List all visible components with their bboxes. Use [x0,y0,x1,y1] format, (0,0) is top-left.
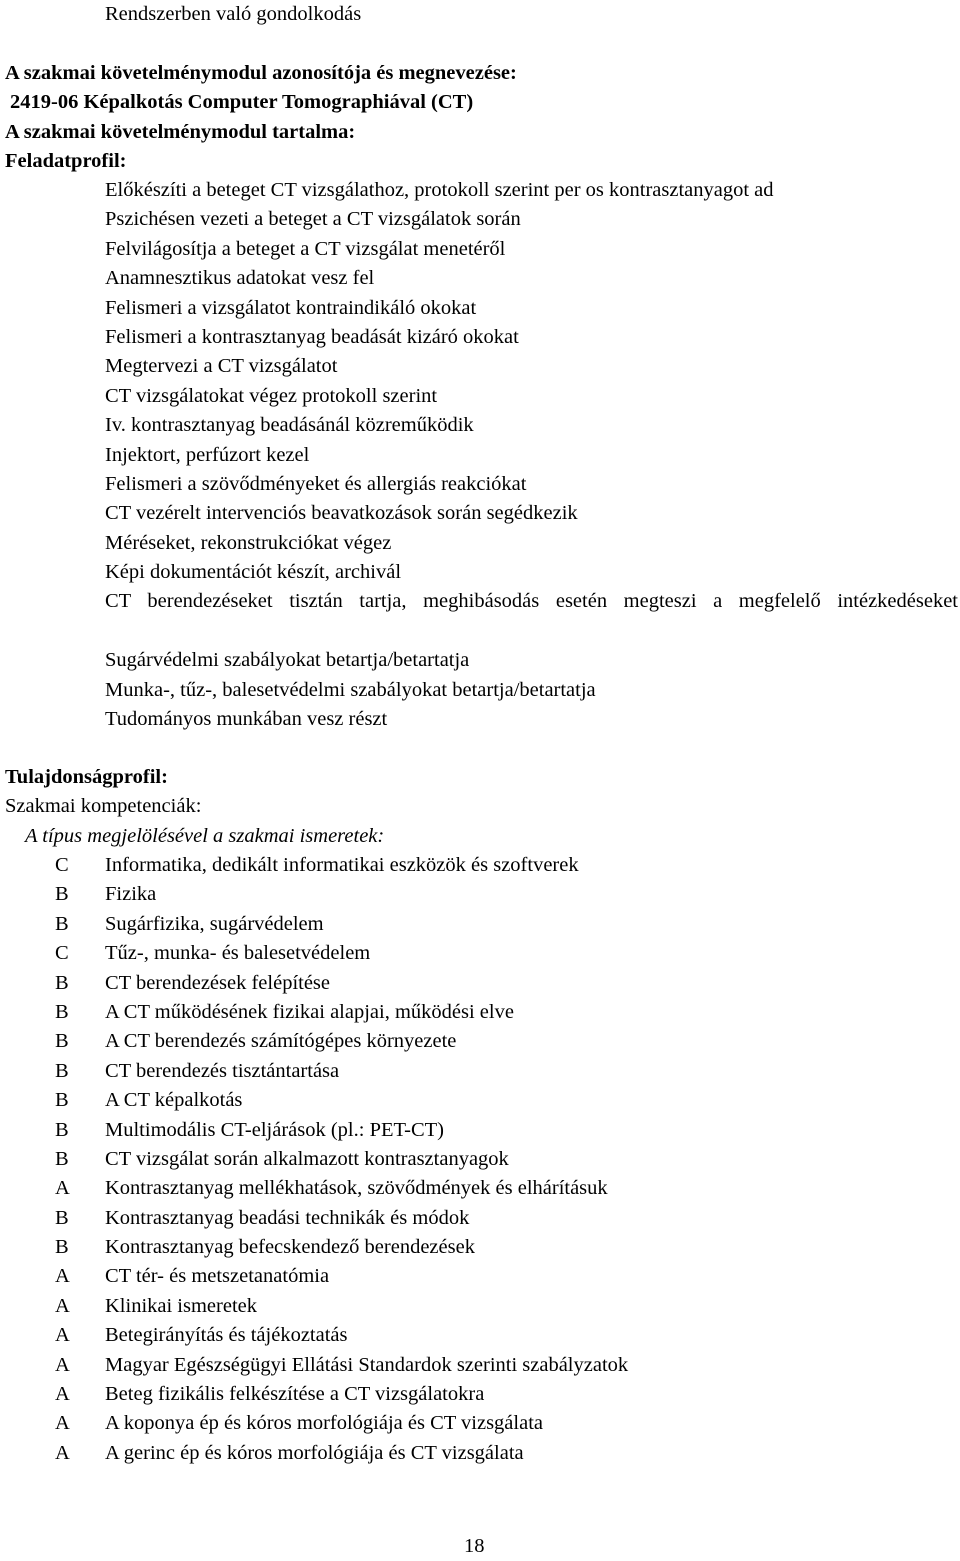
skill-row [0,998,960,1027]
task-item: Tudományos munkában vesz részt [105,708,388,731]
task-item: Iv. kontrasztanyag beadásánál közreműködik [105,414,474,437]
skill-text: CT tér- és metszetanatómia [105,1265,330,1288]
skill-row [0,1409,960,1438]
skill-row [0,1174,960,1203]
skill-level: B [55,1236,69,1259]
skill-text: CT vizsgálat során alkalmazott kontrasztanyagok [105,1147,509,1170]
skill-text: CT berendezések felépítése [105,971,331,994]
task-item: CT vezérelt intervenciós beavatkozások során segédkezik [105,502,578,525]
skill-level: B [55,1206,69,1229]
skill-row [0,1233,960,1262]
skill-level: B [55,1000,69,1023]
skill-text: Tűz-, munka- és balesetvédelem [105,942,371,965]
skill-level: B [55,971,69,994]
module-content-label: A szakmai követelménymodul tartalma: [5,121,356,143]
skill-text: Fizika [105,883,157,906]
task-item: Előkészíti a beteget CT vizsgálathoz, protokoll szerint per os kontrasztanyagot ad [105,179,774,201]
task-list [105,176,958,734]
skill-text: Sugárfizika, sugárvédelem [105,912,324,935]
skill-level: A [55,1441,70,1464]
skill-row [0,851,960,880]
task-item: Felismeri a vizsgálatot kontraindikáló okokat [105,296,477,319]
skill-level: A [55,1353,70,1376]
module-title-label: A szakmai követelménymodul azonosítója és megnevezése: [5,62,517,84]
skill-row [0,1292,960,1321]
competencies-label: Szakmai kompetenciák: [5,795,202,817]
skill-text: Multimodális CT-eljárások (pl.: PET-CT) [105,1118,444,1141]
skill-row [0,939,960,968]
task-item: Anamnesztikus adatokat vesz fel [105,267,375,290]
task-item: Képi dokumentációt készít, archivál [105,561,402,584]
skill-level: A [55,1294,70,1317]
skill-level: B [55,1059,69,1082]
skill-text: A CT működésének fizikai alapjai, működési elve [105,1000,514,1023]
skill-level: A [55,1177,70,1200]
task-item: Méréseket, rekonstrukciókat végez [105,531,392,554]
task-item: Felismeri a kontrasztanyag beadását kizáró okokat [105,325,519,348]
task-profile-label: Feladatprofil: [5,150,127,172]
skill-row [0,1086,960,1115]
skill-row [0,1027,960,1056]
skill-level: C [55,854,69,876]
skill-text: Kontrasztanyag befecskendező berendezések [105,1236,475,1259]
task-item: Felvilágosítja a beteget a CT vizsgálat menetéről [105,237,506,260]
skill-text: Magyar Egészségügyi Ellátási Standardok szerinti szabályzatok [105,1353,629,1376]
skill-row [0,1380,960,1409]
task-item: Sugárvédelmi szabályokat betartja/betartatja [105,649,470,672]
skill-level: A [55,1265,70,1288]
skill-row [0,1321,960,1350]
task-item: CT vizsgálatokat végez protokoll szerint [105,384,438,407]
skill-text: Beteg fizikális felkészítése a CT vizsgálatokra [105,1383,485,1406]
page-header: Rendszerben való gondolkodás [105,3,362,25]
task-item: Munka-, tűz-, balesetvédelmi szabályokat betartja/betartatja [105,678,596,701]
skill-row [0,1439,960,1468]
module-code: 2419-06 Képalkotás Computer Tomographiával (CT) [10,91,474,113]
skill-row [0,1351,960,1380]
skill-level: A [55,1412,70,1435]
skill-text: Informatika, dedikált informatikai eszközök és szoftverek [105,854,579,876]
skill-text: A CT berendezés számítógépes környezete [105,1030,457,1053]
task-item: CT berendezéseket tisztán tartja, meghibásodás esetén megteszi a megfelelő intézkedéseket [105,590,958,613]
skill-level: B [55,1030,69,1053]
skill-row [0,1145,960,1174]
skill-level: B [55,1118,69,1141]
skill-level: B [55,1089,69,1112]
skill-row [0,1262,960,1291]
skill-row [0,880,960,909]
skill-text: A CT képalkotás [105,1089,243,1112]
skill-row [0,1057,960,1086]
skill-row [0,1204,960,1233]
skill-level: A [55,1383,70,1406]
skill-text: Kontrasztanyag beadási technikák és módok [105,1206,470,1229]
skill-level: B [55,1147,69,1170]
skill-level: A [55,1324,70,1347]
skill-level: C [55,942,69,965]
skill-level: B [55,883,69,906]
skill-level: B [55,912,69,935]
skill-row [0,969,960,998]
skill-row [0,910,960,939]
page-number: 18 [464,1535,485,1557]
property-profile-label: Tulajdonságprofil: [5,766,168,788]
skill-row [0,1116,960,1145]
skill-text: Betegirányítás és tájékoztatás [105,1324,348,1347]
skill-list [0,851,960,1468]
task-item: Felismeri a szövődményeket és allergiás reakciókat [105,472,527,495]
type-note: A típus megjelölésével a szakmai ismeretek: [25,825,385,847]
skill-text: CT berendezés tisztántartása [105,1059,340,1082]
skill-text: Klinikai ismeretek [105,1294,257,1317]
skill-text: A koponya ép és kóros morfológiája és CT vizsgálata [105,1412,543,1435]
skill-text: Kontrasztanyag mellékhatások, szövődmények és elhárításuk [105,1177,608,1200]
task-item: Megtervezi a CT vizsgálatot [105,355,338,378]
task-item: Injektort, perfúzort kezel [105,443,310,466]
skill-text: A gerinc ép és kóros morfológiája és CT vizsgálata [105,1441,524,1464]
task-item: Pszichésen vezeti a beteget a CT vizsgálatok során [105,208,521,231]
